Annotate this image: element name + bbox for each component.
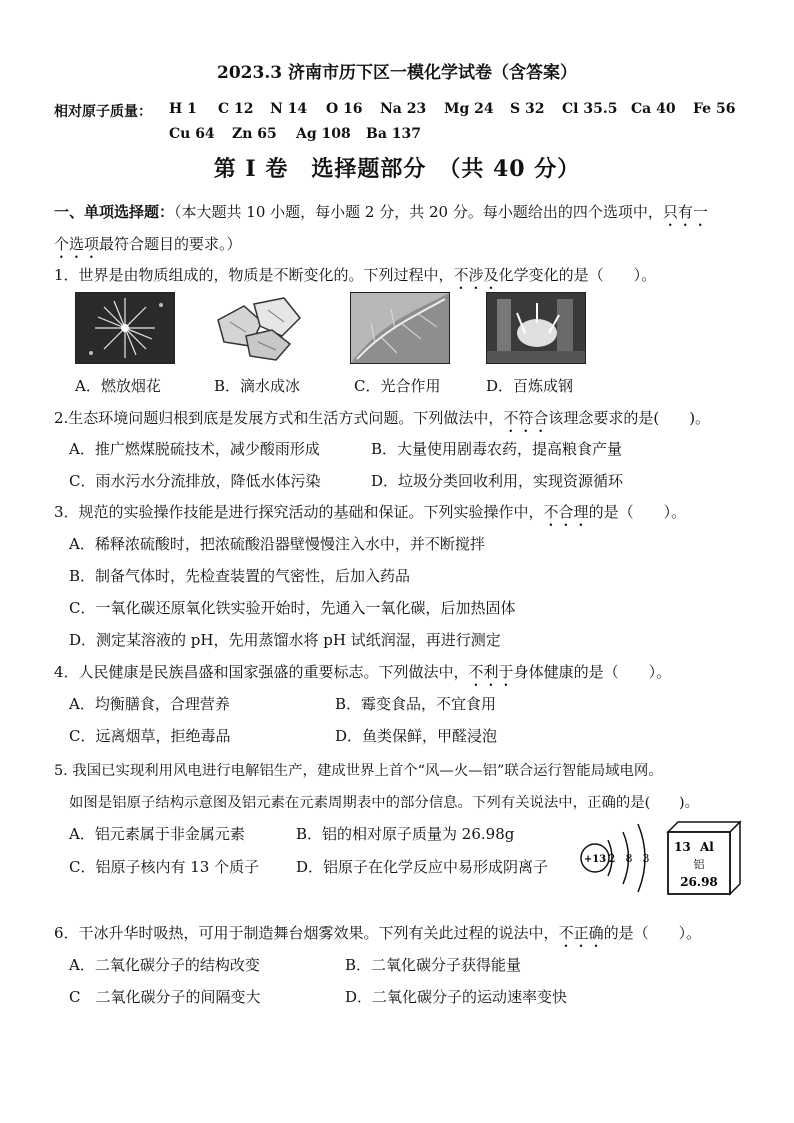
option-4d: D．鱼类保鲜，甲醛浸泡 (335, 727, 498, 745)
mass-item: Ca 40 (631, 101, 676, 117)
mass-item: N 14 (270, 101, 308, 117)
stem-text: 2.生态环境问题归根到底是发展方式和生活方式问题。下列做法中， (54, 409, 504, 427)
question-3-stem (54, 501, 686, 530)
emphasis-text: 只有一 (662, 203, 708, 221)
section-instruction-line1 (54, 201, 708, 230)
mass-item: Na 23 (380, 101, 427, 117)
ice-image (210, 292, 308, 362)
mass-item: Cl 35.5 (562, 101, 618, 117)
mass-item: Mg 24 (444, 101, 494, 117)
stem-text: 化学变化的是（ ）。 (498, 266, 657, 284)
element-symbol: Al (700, 840, 714, 854)
option-6a: A．二氧化碳分子的结构改变 (69, 956, 260, 974)
option-6d: D．二氧化碳分子的运动速率变快 (345, 988, 568, 1006)
option-3d: D．测定某溶液的 pH，先用蒸馏水将 pH 试纸润湿，再进行测定 (69, 631, 501, 649)
option-3b: B．制备气体时，先检查装置的气密性，后加入药品 (69, 567, 411, 585)
option-6b: B．二氧化碳分子获得能量 (345, 956, 522, 974)
stem-text: 的是（ ）。 (588, 503, 687, 521)
mass-item: Zn 65 (232, 126, 277, 142)
option-5c: C．铝原子核内有 13 个质子 (69, 858, 260, 876)
emphasis-text: 不合理 (543, 503, 589, 521)
atomic-mass: 26.98 (680, 875, 718, 889)
mass-item: Fe 56 (693, 101, 736, 117)
question-6-stem (54, 922, 701, 951)
option-5b: B．铝的相对原子质量为 26.98g (296, 825, 515, 843)
stem-text: 该理念要求的是( )。 (548, 409, 711, 427)
emphasis-text: 不正确 (558, 924, 604, 942)
option-2b: B．大量使用剧毒农药，提高粮食产量 (371, 440, 623, 458)
question-5-stem: 5. 我国已实现利用风电进行电解铝生产，建成世界上首个“风—火—铝”联合运行智能局域电网。 (54, 763, 663, 779)
section-heading: 一、单项选择题： (54, 203, 175, 221)
question-2-stem (54, 407, 710, 436)
section-instruction-text: （本大题共 10 小题，每小题 2 分，共 20 分。每小题给出的四个选项中， (174, 203, 663, 221)
shell-electrons: 3 (642, 852, 650, 865)
part-title: 第 I 卷 选择题部分 （共 40 分） (213, 156, 581, 182)
mass-item: O 16 (326, 101, 363, 117)
option-2c: C．雨水污水分流排放，降低水体污染 (69, 472, 321, 490)
stem-text: 6．干冰升华时吸热，可用于制造舞台烟雾效果。下列有关此过程的说法中， (54, 924, 559, 942)
atomic-masses-label: 相对原子质量： (54, 104, 152, 120)
stem-text: 的是（ ）。 (603, 924, 702, 942)
option-3c: C．一氧化碳还原氧化铁实验开始时，先通入一氧化碳，后加热固体 (69, 599, 516, 617)
option-6c: C 二氧化碳分子的间隔变大 (69, 988, 261, 1006)
option-5a: A．铝元素属于非金属元素 (69, 825, 245, 843)
stem-text: 4．人民健康是民族昌盛和国家强盛的重要标志。下列做法中， (54, 663, 469, 681)
nucleus-charge: +13 (583, 854, 607, 865)
shell-electrons: 2 (608, 852, 616, 865)
shell-electrons: 8 (625, 852, 633, 865)
element-name: 铝 (693, 858, 705, 871)
stem-text: 身体健康的是（ ）。 (513, 663, 672, 681)
question-1-stem (54, 264, 656, 293)
option-1c: C．光合作用 (354, 377, 441, 395)
option-1a: A．燃放烟花 (75, 377, 161, 395)
emphasis-text: 个选项 (54, 235, 100, 253)
mass-item: Ag 108 (296, 126, 351, 142)
stem-text: 3．规范的实验操作技能是进行探究活动的基础和保证。下列实验操作中， (54, 503, 544, 521)
mass-item: S 32 (510, 101, 545, 117)
option-5d: D．铝原子在化学反应中易形成阴离子 (296, 858, 549, 876)
section-instruction-line2 (54, 233, 242, 262)
option-4a: A．均衡膳食，合理营养 (69, 695, 230, 713)
emphasis-text: 不符合 (503, 409, 549, 427)
mass-item: Cu 64 (169, 126, 215, 142)
option-3a: A．稀释浓硫酸时，把浓硫酸沿器壁慢慢注入水中，并不断搅拌 (69, 535, 485, 553)
element-card (664, 818, 744, 898)
option-1b: B．滴水成冰 (214, 377, 301, 395)
leaf-image (350, 292, 450, 364)
question-5-stem-line2: 如图是铝原子结构示意图及铝元素在元素周期表中的部分信息。下列有关说法中，正确的是( )。 (69, 795, 700, 811)
option-2a: A．推广燃煤脱硫技术，减少酸雨形成 (69, 440, 320, 458)
mass-item: C 12 (218, 101, 254, 117)
emphasis-text: 不利于 (468, 663, 514, 681)
stem-text: 1．世界是由物质组成的，物质是不断变化的。下列过程中， (54, 266, 454, 284)
section-instruction-text: 最符合题目的要求。） (99, 235, 242, 253)
steel-image (486, 292, 586, 364)
atomic-number: 13 (674, 840, 691, 854)
atom-structure-diagram (578, 820, 668, 896)
option-4b: B．霉变食品，不宜食用 (335, 695, 497, 713)
emphasis-text: 不涉及 (453, 266, 499, 284)
fireworks-image (75, 292, 175, 364)
option-1d: D．百炼成钢 (486, 377, 574, 395)
mass-item: Ba 137 (366, 126, 422, 142)
page-title: 2023.3 济南市历下区一模化学试卷（含答案） (217, 63, 577, 83)
mass-item: H 1 (169, 101, 197, 117)
option-4c: C．远离烟草，拒绝毒品 (69, 727, 231, 745)
question-4-stem (54, 661, 671, 690)
option-2d: D．垃圾分类回收利用，实现资源循环 (371, 472, 624, 490)
